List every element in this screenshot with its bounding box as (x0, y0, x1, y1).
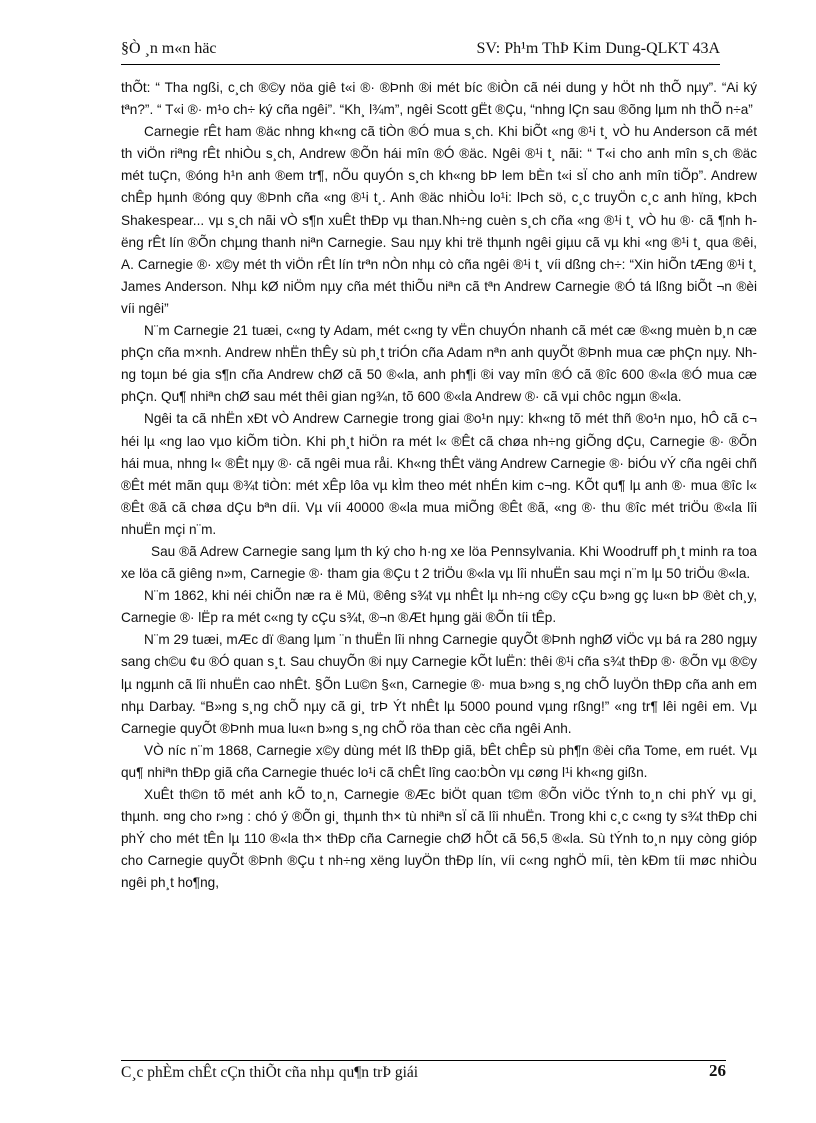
page-footer (121, 1060, 726, 1085)
paragraph: N¨m 29 tuæi, mÆc dï ®ang lµm ¨n thuËn lîi nhng Carnegie quyÕt ®Þnh nghØ viÖc vµ bá ra 280 ngµy sang ch©u ¢u ®Ó quan s¸t. Sau chuyÕn ®i nµy Carnegie kÕt luËn: thêi ®¹i cña s¾t thÐp ®· ®Õn vµ ®©y lµ ngµnh cã lîi nhuËn cao nhÊt. §Õn Lu©n §«n, Carnegie ®· mua b»ng s¸ng chÕ luyÖn thÐp cña anh em nhµ Darbay. “B»ng s¸ng chÕ nµy cã gi¸ trÞ Ýt nhÊt lµ 5000 pound vµng rßng!” «ng tr¶ lêi ngêi em. Vµ Carnegie quyÕt ®Þnh mua lu«n b»ng s¸ng chÕ röa than cèc cña ngêi Anh. (121, 632, 757, 736)
paragraph: Carnegie rÊt ham ®äc nhng kh«ng cã tiÒn ®Ó mua s¸ch. Khi biÕt «ng ®¹i t¸ vÒ hu Anderson cã mét th viÖn riªng rÊt nhiÒu s¸ch, Andrew ®Õn hái mîn ®Ó ®äc. Ngêi ®¹i t¸ nãi: “ T«i cho anh mîn s¸ch ®äc mét tuÇn, ®óng h¹n anh ®em tr¶, nÕu quyÓn s¸ch kh«ng bÞ lem bÈn t«i sÏ cho anh mîn tiÕp”. Andrew chÊp hµnh ®óng quy ®Þnh cña «ng ®¹i t¸. Anh ®äc nhiÒu lo¹i: lÞch sö, c¸c truyÖn c¸c anh hïng, kÞch Shakespear... vµ s¸ch nãi vÒ s¶n xuÊt thÐp vµ than.Nh÷ng cuèn s¸ch cña «ng ®¹i t¸ vÒ hu ®· cã ¶nh hëng rÊt lín ®Õn chµng thanh niªn Carnegie. Sau nµy khi trë thµnh ngêi giµu cã vµ khi «ng ®¹i t¸ qua ®êi, A. Carnegie ®· x©y mét th viÖn rÊt lín trªn nÒn nhµ cò cña ngêi ®¹i t¸ víi dßng ch÷: “Xin hiÕn tÆng ®¹i t¸ James Anderson. Nhµ kØ niÖm nµy cña mét thiÕu niªn cã tªn Andrew Carnegie ®Ó tá lßng biÕt ¬n ®èi víi ngêi” (121, 124, 757, 316)
page-number: 26 (709, 1061, 726, 1080)
paragraph: thÕt: “ Tha ngßi, c¸ch ®©y nöa giê t«i ®· ®Þnh ®i mét bíc ®iÒn cã néi dung y hÖt nh thÕ nµy”. “Ai ký tªn?”. “ T«i ®· m¹o ch÷ ký cña ngêi”. “Kh¸ l¾m”, ngêi Scott gËt ®Çu, “nhng lÇn sau ®õng lµm nh thÕ n÷a” (121, 80, 757, 118)
footer-title: C¸c phÈm chÊt cÇn thiÕt cña nhµ qu¶n trÞ giái (121, 1064, 419, 1081)
paragraph: VÒ níc n¨m 1868, Carnegie x©y dùng mét lß thÐp giã, bÊt chÊp sù ph¶n ®èi cña Tome, em ruét. Vµ qu¶ nhiªn thÐp giã cña Carnegie thuéc lo¹i cã chÊt lîng cao:bÒn vµ cøng l¹i kh«ng gißn. (121, 742, 757, 780)
header-right-author: SV: Ph¹m ThÞ Kim Dung-QLKT 43A (476, 40, 720, 57)
paragraph: N¨m 1862, khi néi chiÕn næ ra ë Mü, ®êng s¾t vµ nhÊt lµ nh÷ng c©y cÇu b»ng gç lu«n bÞ ®èt ch¸y, Carnegie ®· lËp ra mét c«ng ty cÇu s¾t, ®¬n ®Æt hµng gäi ®Õn tíi tÊp. (121, 588, 757, 626)
header-left-title: §Ò ¸n m«n häc (121, 40, 217, 57)
page-header (121, 40, 720, 65)
paragraph: Sau ®ã Adrew Carnegie sang lµm th ký cho h·ng xe löa Pennsylvania. Khi Woodruff ph¸t minh ra toa xe löa cã giêng n»m, Carnegie ®· tham gia ®Çu t 2 triÖu ®«la vµ lîi nhuËn sau mçi n¨m lµ 50 triÖu ®«la. (121, 543, 757, 582)
paragraph: N¨m Carnegie 21 tuæi, c«ng ty Adam, mét c«ng ty vËn chuyÓn nhanh cã mét cæ ®«ng muèn b¸n cæ phÇn cña m×nh. Andrew nhËn thÊy sù ph¸t triÓn cña Adam nªn anh quyÕt ®Þnh mua cæ phÇn nµy. Nhng toµn bé gia s¶n cña Andrew chØ cã 50 ®«la, anh ph¶i ®i vay mîn ®Ó cã ®îc 600 ®«la ®Ó mua cæ phÇn. Qu¶ nhiªn chØ sau mét thêi gian ng¾n, tõ 600 ®«la Andrew ®· cã vµi chôc ngµn ®«la. (121, 323, 757, 405)
paragraph: XuÊt th©n tõ mét anh kÕ to¸n, Carnegie ®Æc biÖt quan t©m ®Õn viÖc tÝnh to¸n chi phÝ vµ gi¸ thµnh. ¤ng cho r»ng : chó ý ®Õn gi¸ thµnh th× tù nhiªn sÏ cã lîi nhuËn. Trong khi c¸c c«ng ty s¾t thÐp chi phÝ cho mét tÊn lµ 110 ®«la th× thÐp cña Carnegie chØ hÕt cã 56,5 ®«la. Sù tÝnh to¸n nµy còng gióp cho Carnegie quyÕt ®Þnh ®Çu t nh÷ng xëng luyÖn thÐp lín, víi c«ng nghÖ míi, tèn kÐm tíi møc nhiÒu ngêi ph¸t ho¶ng, (121, 787, 757, 891)
paragraph: Ngêi ta cã nhËn xÐt vÒ Andrew Carnegie trong giai ®o¹n nµy: kh«ng tõ mét thñ ®o¹n nµo, hÔ cã c¬ héi lµ «ng lao vµo kiÕm tiÒn. Khi ph¸t hiÖn ra mét l« ®Êt cã chøa nh÷ng giÕng dÇu, Carnegie ®· ®Õn hái mua, nhng l« ®Êt nµy ®· cã ngêi mua råi. Kh«ng thÊt väng Andrew Carnegie ®· biÓu vÝ cña ngêi chñ ®Êt mét mãn quµ ®¾t tiÒn: mét xÊp lôa vµ kÌm theo mét nhÉn kim c¬ng. KÕt qu¶ lµ anh ®· mua ®îc l« ®Êt ®ã cã chøa dÇu bªn díi. Vµ víi 40000 ®«la mua miÕng ®Êt ®ã, «ng ®· thu ®îc mét triÖu ®«la lîi nhuËn mçi n¨m. (121, 411, 757, 537)
page-body (121, 77, 757, 894)
